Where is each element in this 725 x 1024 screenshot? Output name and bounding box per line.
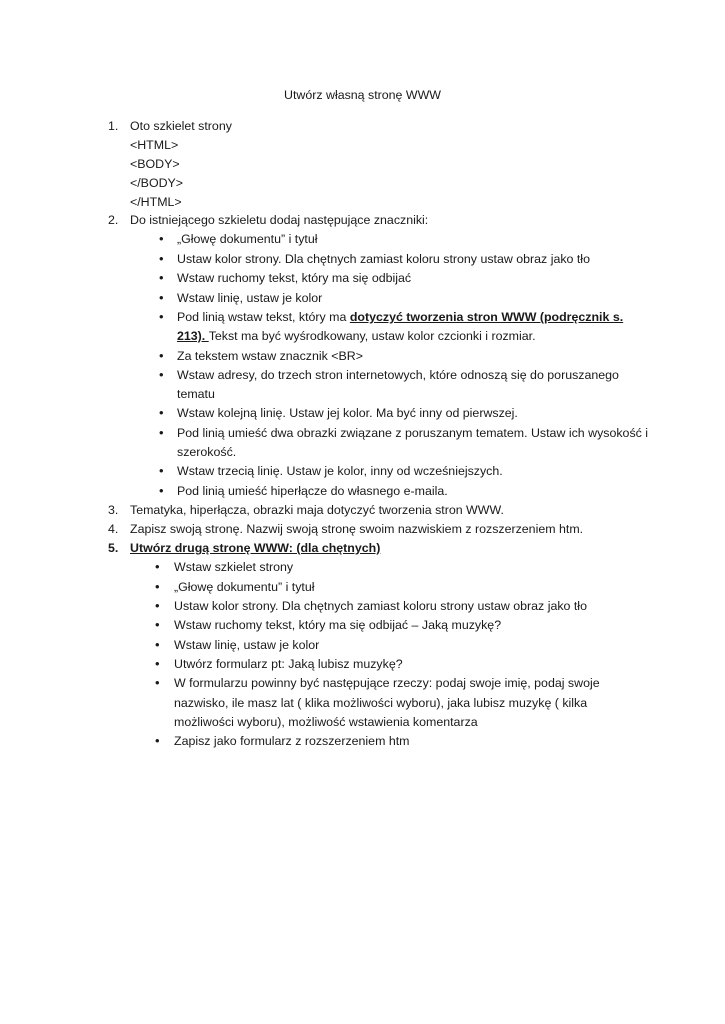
sub-item: W formularzu powinny być następujące rzeczy: podaj swoje imię, podaj swoje bbox=[174, 676, 600, 690]
sub-item: Wstaw szkielet strony bbox=[174, 560, 294, 574]
sub-item: Wstaw ruchomy tekst, który ma się odbijać – Jaką muzykę? bbox=[174, 618, 502, 632]
list-number-5: 5. bbox=[108, 541, 119, 555]
sub-item: Ustaw kolor strony. Dla chętnych zamiast koloru strony ustaw obraz jako tło bbox=[174, 599, 587, 613]
sub-item-continuation: tematu bbox=[177, 387, 215, 401]
item-4-text: Zapisz swoją stronę. Nazwij swoją stronę swoim nazwiskiem z rozszerzeniem htm. bbox=[130, 522, 584, 536]
sub-item: Ustaw kolor strony. Dla chętnych zamiast koloru strony ustaw obraz jako tło bbox=[177, 252, 590, 266]
item-1-text: Oto szkielet strony bbox=[130, 119, 232, 133]
code-line-html-close: </HTML> bbox=[130, 195, 182, 209]
code-line-body-close: </BODY> bbox=[130, 176, 184, 190]
sub-item: Wstaw linię, ustaw je kolor bbox=[174, 638, 320, 652]
sub-item: Pod linią umieść hiperłącze do własnego e-maila. bbox=[177, 484, 448, 498]
bullet-icon: • bbox=[155, 656, 160, 671]
sub-item-continuation: nazwisko, ile masz lat ( klika możliwości wyboru), jaka lubisz muzykę ( kilka bbox=[174, 696, 588, 710]
bullet-icon: • bbox=[159, 309, 164, 324]
bullet-icon: • bbox=[155, 637, 160, 652]
bullet-icon: • bbox=[155, 617, 160, 632]
bullet-icon: • bbox=[159, 425, 164, 440]
list-number-1: 1. bbox=[108, 119, 119, 133]
bullet-icon: • bbox=[159, 367, 164, 382]
sub-item-text: Pod linią wstaw tekst, który ma bbox=[177, 310, 350, 324]
sub-item-multipart bbox=[177, 309, 623, 325]
sub-item: Wstaw trzecią linię. Ustaw je kolor, inny od wcześniejszych. bbox=[177, 464, 503, 478]
list-number-2: 2. bbox=[108, 213, 119, 227]
emphasized-text: 213). bbox=[177, 329, 209, 343]
bullet-icon: • bbox=[159, 483, 164, 498]
bullet-icon: • bbox=[159, 251, 164, 266]
bullet-icon: • bbox=[159, 405, 164, 420]
sub-item-continuation: możliwości wyboru), możliwość wstawienia komentarza bbox=[174, 715, 478, 729]
sub-item-continuation: szerokość. bbox=[177, 445, 237, 459]
sub-item: Utwórz formularz pt: Jaką lubisz muzykę? bbox=[174, 657, 403, 671]
sub-item: Pod linią umieść dwa obrazki związane z poruszanym tematem. Ustaw ich wysokość i bbox=[177, 426, 649, 440]
sub-item: Wstaw adresy, do trzech stron internetowych, które odnoszą się do poruszanego bbox=[177, 368, 619, 382]
list-number-3: 3. bbox=[108, 503, 119, 517]
bullet-icon: • bbox=[155, 598, 160, 613]
sub-item: Wstaw linię, ustaw je kolor bbox=[177, 291, 323, 305]
sub-item: Zapisz jako formularz z rozszerzeniem htm bbox=[174, 734, 410, 748]
sub-item-text: Tekst ma być wyśrodkowany, ustaw kolor czcionki i rozmiar. bbox=[208, 329, 536, 343]
bullet-icon: • bbox=[155, 675, 160, 690]
bullet-icon: • bbox=[155, 559, 160, 574]
bullet-icon: • bbox=[159, 231, 164, 246]
list-number-4: 4. bbox=[108, 522, 119, 536]
bullet-icon: • bbox=[159, 348, 164, 363]
item-3-text: Tematyka, hiperłącza, obrazki maja dotyczyć tworzenia stron WWW. bbox=[130, 503, 504, 517]
bullet-icon: • bbox=[155, 733, 160, 748]
sub-item: Za tekstem wstaw znacznik <BR> bbox=[177, 349, 363, 363]
code-line-body-open: <BODY> bbox=[130, 157, 180, 171]
bullet-icon: • bbox=[159, 463, 164, 478]
bullet-icon: • bbox=[155, 579, 160, 594]
item-5-text: Utwórz drugą stronę WWW: (dla chętnych) bbox=[130, 541, 381, 555]
code-line-html-open: <HTML> bbox=[130, 138, 179, 152]
bullet-icon: • bbox=[159, 290, 164, 305]
emphasized-text: dotyczyć tworzenia stron WWW (podręcznik s. bbox=[349, 310, 624, 324]
sub-item: Wstaw kolejną linię. Ustaw jej kolor. Ma być inny od pierwszej. bbox=[177, 406, 518, 420]
page-title: Utwórz własną stronę WWW bbox=[284, 88, 441, 102]
sub-item: „Głowę dokumentu” i tytuł bbox=[177, 232, 318, 246]
item-2-text: Do istniejącego szkieletu dodaj następujące znaczniki: bbox=[130, 213, 429, 227]
bullet-icon: • bbox=[159, 270, 164, 285]
sub-item: „Głowę dokumentu” i tytuł bbox=[174, 580, 315, 594]
sub-item-continuation bbox=[177, 328, 536, 344]
sub-item: Wstaw ruchomy tekst, który ma się odbijać bbox=[177, 271, 412, 285]
